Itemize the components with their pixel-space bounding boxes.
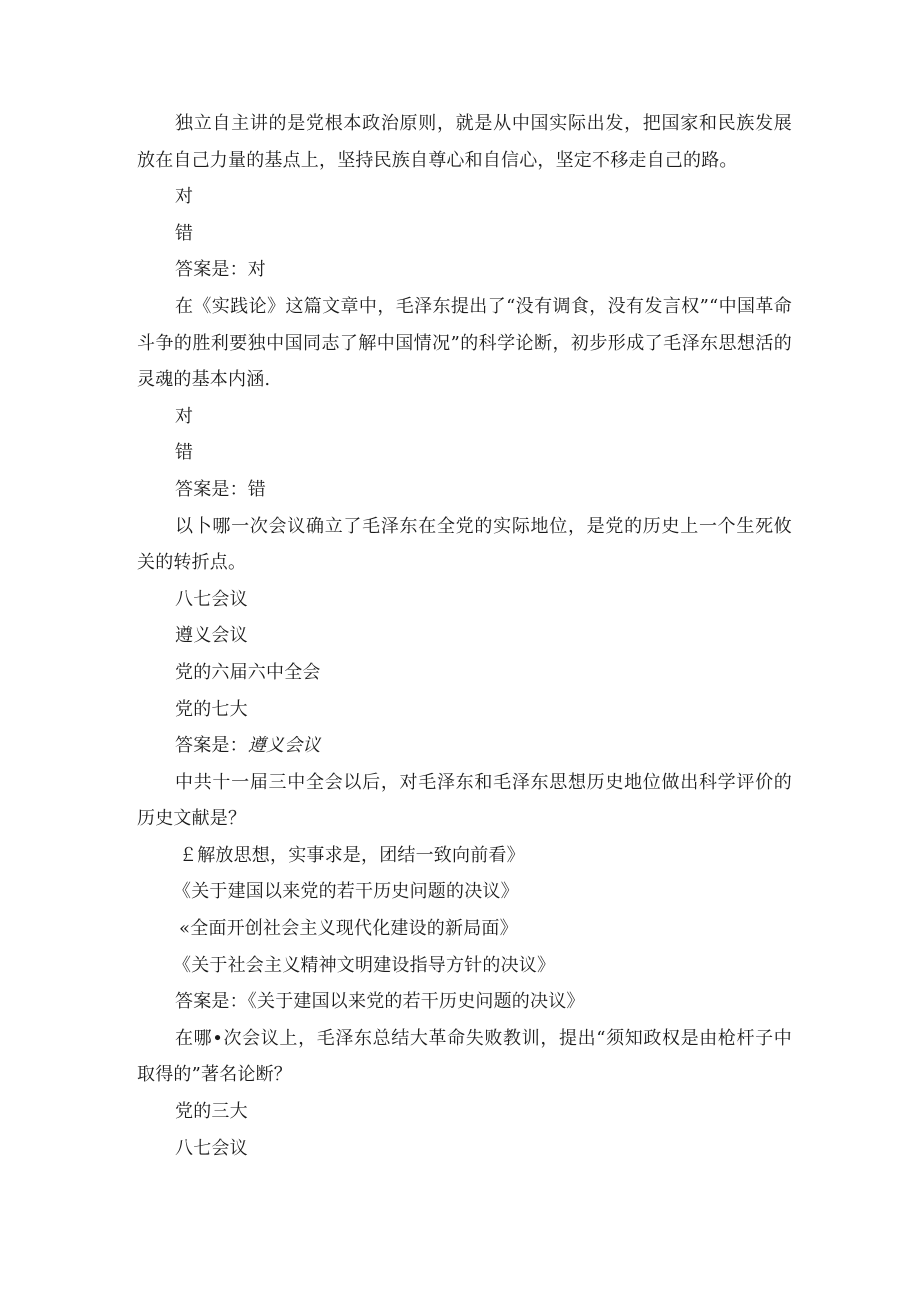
question-2-answer: 答案是：错 — [175, 478, 266, 500]
question-3-option-a: 八七会议 — [175, 588, 248, 610]
question-4-option-c: «全面开创社会主义现代化建设的新局面》 — [179, 918, 518, 940]
question-3-option-c: 党的六届六中全会 — [175, 661, 321, 683]
question-1-option-false: 错 — [175, 222, 194, 244]
question-1-text: 独立自主讲的是党根本政治原则，就是从中国实际出发，把国家和民族发展放在自己力量的基点上，坚持民族自尊心和自信心，坚定不移走自己的路。 — [137, 113, 792, 171]
question-3-answer-prefix: 答案是： — [175, 735, 248, 757]
question-2-text: 在《实践论》这篇文章中，毛泽东提出了“没有调食，没有发言权”“中国革命斗争的胜利要独中国同志了解中国情况”的科学论断，初步形成了毛泽东思想活的灵魂的基本内涵. — [137, 295, 792, 391]
question-4-option-a: ￡解放思想，实事求是，团结一致向前看》 — [179, 844, 525, 866]
question-4-option-b: 《关于建国以来党的若干历史问题的决议》 — [173, 881, 519, 903]
question-3-option-b: 遵义会议 — [175, 625, 248, 647]
question-2-option-false: 错 — [175, 442, 194, 464]
question-4-option-d: 《关于社会主义精神文明建设指导方针的决议》 — [173, 954, 556, 976]
question-3-option-d: 党的七大 — [175, 698, 248, 720]
question-5-option-a: 党的三大 — [175, 1101, 248, 1123]
question-5-text: 在哪•次会议上，毛泽东总结大革命失败教训，提出“须知政权是由枪杆子中取得的”著名论断？ — [137, 1027, 792, 1086]
question-1-option-true: 对 — [175, 186, 194, 208]
question-3-answer-value: 遵义会议 — [247, 735, 321, 757]
question-3-text: 以卜哪一次会议确立了毛泽东在全党的实际地位，是党的历史上一个生死攸关的转折点。 — [137, 515, 792, 574]
question-2-option-true: 对 — [175, 405, 194, 427]
question-5-option-b: 八七会议 — [175, 1137, 248, 1159]
question-1-answer: 答案是：对 — [175, 259, 266, 281]
question-4-text: 中共十一届三中全会以后，对毛泽东和毛泽东思想历史地位做出科学评价的历史文献是？ — [137, 771, 792, 830]
question-4-answer: 答案是：《关于建国以来党的若干历史问题的决议》 — [175, 991, 585, 1013]
question-3-answer — [137, 728, 792, 765]
